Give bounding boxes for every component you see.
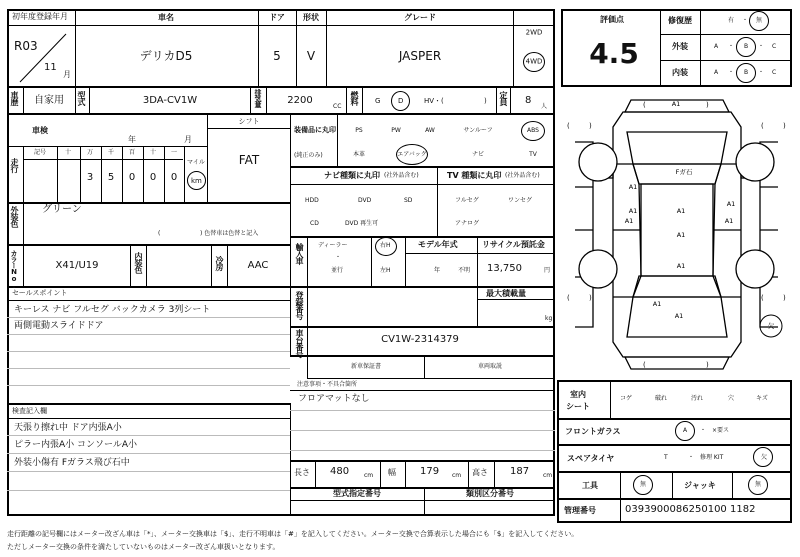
svg-text:(: ( [567,122,570,130]
inspect-notes-line3: 外装小傷有 Fガラス飛び石中 [14,458,130,468]
mileage-digit-3: 0 [128,172,136,183]
mileage-kigo: 記号 [33,149,47,156]
caution-value: フロアマットなし [298,394,370,404]
tools-label: 工具 [582,481,598,490]
equipment-sunroof: サンルーフ [463,127,493,134]
fuel-label: 燃料 [350,91,359,105]
import-label: 輸入車 [295,243,304,264]
spare-t: T [664,454,668,461]
diagram-mark-10: A1 [652,300,662,308]
svg-text:): ) [589,122,592,130]
interior-b: B [744,69,749,76]
exterior-c: C [772,43,777,50]
import-parallel: 並行 [331,267,344,274]
cc-unit: CC [333,103,342,110]
recycle-value: 13,750 [487,263,522,274]
ac-label: 冷房 [215,256,224,270]
grade-label: グレード [404,13,436,22]
equipment-tv: TV [529,151,537,158]
mileage-digit-4: 0 [149,172,157,183]
repair-label: 修復歴 [668,16,692,25]
interior-sheet-item-2: 汚れ [691,395,704,402]
import-dealer: ディーラー [318,242,348,249]
displacement-label: 排気量 [254,89,262,107]
inspect-notes-line1: 天張り擦れ中 ドア内張A小 [14,423,122,433]
model-label: 型式 [77,91,86,105]
inspection-month: 月 [184,135,192,144]
fuel-d-circle [391,91,410,111]
diagram-mark-7: A1 [724,217,734,225]
capacity-label: 定員 [499,91,508,105]
diagram-mark-9: A1 [674,312,684,320]
mgmt-value: 0393900086250100 1182 [625,504,756,515]
windshield-replace: ×要ス [712,427,730,434]
svg-text:): ) [783,294,786,302]
score-label: 評価点 [600,15,624,24]
chassis-value: CV1W-2314379 [381,334,459,345]
exterior-b: B [744,43,749,50]
sales-points-line1: キーレス ナビ フルセグ バックカメラ 3列シート [14,305,211,315]
warranty: 新車保証書 [350,363,382,370]
height-value: 187 [510,466,530,477]
width-value: 179 [420,466,440,477]
interior-sheet-label-2: シート [566,402,590,411]
reg-number-label: 登録番号 [295,291,304,319]
repair-yes: 有 [728,17,735,24]
interior-sheet-label-1: 室内 [570,390,586,399]
mileage-unit-0: 十 [64,149,72,156]
svg-text:(: ( [761,294,764,302]
equipment-airbag: エアバック [397,151,427,158]
svg-text:(: ( [643,101,646,109]
recycle-yen: 円 [544,267,551,274]
mileage-digit-2: 5 [107,172,115,183]
exterior-label: 外装 [672,42,688,51]
tv-label: TV 種類に丸印 [447,171,502,180]
shape-label: 形状 [303,13,319,22]
windshield-dot: ・ [700,427,707,434]
model-year-label: モデル年式 [418,240,458,249]
door-label: ドア [269,13,285,22]
import-right-h-circle [375,237,397,256]
usage-label: 車歴 [10,91,19,105]
sales-points-label: セールスポイント [12,289,68,297]
car-damage-diagram [561,92,792,377]
navi-label: ナビ種類に丸印 [324,171,380,180]
length-label: 長さ [294,468,310,477]
navi-dvd-playable: DVD 再生可 [345,220,379,227]
navi-cd: CD [310,220,319,227]
height-cm: cm [543,472,553,479]
usage: 自家用 [34,95,64,106]
svg-text:): ) [706,361,709,369]
equipment-pw: PW [391,127,401,134]
inspect-notes-line2: ピラー内張A小 コンソールA小 [14,440,137,450]
import-left-h: 左H [380,267,391,274]
equipment-leather: 本革 [352,151,366,158]
diagram-mark-1: A1 [628,183,638,191]
import-right-h: 右H [380,242,391,249]
displacement: 2200 [287,95,313,106]
fuel-g: G [375,97,381,105]
diagram-mark-2: A1 [628,207,638,215]
interior-dot2: ・ [758,69,765,76]
windshield-a-circle [675,421,695,441]
color-value: グリーン [42,204,82,215]
color-note: ) 色替車は色替と記入 [200,230,259,237]
first-reg-label: 初年度登録年月 [12,12,68,21]
mileage-digit-1: 3 [86,172,94,183]
diagram-mark-8: A1 [676,262,686,270]
drive-4wd: 4WD [525,57,543,66]
exterior-a: A [714,43,719,50]
first-reg-month: 11 [44,62,57,73]
shape: V [306,49,316,63]
interior-label: 内装 [672,68,688,77]
repair-dot: ・ [742,17,749,24]
model: 3DA-CV1W [142,95,198,106]
exterior-dot1: ・ [728,43,735,50]
month-unit: 月 [63,70,71,79]
interior-c: C [772,69,777,76]
diagram-mark-3: A1 [676,207,686,215]
height-label: 高さ [472,468,488,477]
mileage-unit-1: 万 [86,149,94,156]
caution-label: 注意事項・不具合箇所 [297,381,358,388]
svg-text:(: ( [643,361,646,369]
interior-b-circle [736,63,756,83]
windshield-a: A [683,427,688,434]
drive-4wd-circle [523,52,545,72]
repair-no-circle [749,11,769,31]
tv-analog: アナログ [455,220,480,227]
navi-sub: (社外品含む) [384,172,419,179]
jack-value: 無 [755,481,762,488]
score-value: 4.5 [589,37,639,70]
navi-sd: SD [404,197,413,204]
inspect-notes-label: 検査記入欄 [12,407,47,415]
interior-sheet-item-3: 穴 [728,395,735,402]
color-no-label: カラーNo. [10,250,18,289]
equipment-airbag-circle [396,144,428,165]
color-no-value: X41/U19 [55,260,99,271]
width-cm: cm [452,472,462,479]
color-note-open: ( [158,230,161,237]
spare-missing: 欠 [761,454,768,461]
footer-line1: 走行距離の記号欄にはメーター改ざん車は「*」、メーター交換車は「$」、走行不明車は「#」を記入してください。メーター交換で合算表示した場合にも「$」を記入してください。 [7,530,579,538]
tools-value-circle [633,475,653,495]
interior-dot1: ・ [728,69,735,76]
fuel-hv: HV・( [424,97,444,105]
mileage-mile: マイル [187,159,205,166]
interior-a: A [714,69,719,76]
interior-sheet-label [565,391,605,399]
mileage-unit-3: 百 [128,149,136,156]
interior-sheet-item-1: 破れ [655,395,668,402]
width-label: 幅 [388,468,396,477]
person-unit: 人 [541,103,548,110]
mileage-unit-2: 千 [107,149,115,156]
mgmt-label: 管理番号 [564,506,596,515]
max-load-kg: kg [545,315,553,322]
spare-label: スペアタイヤ [567,454,615,463]
navi-hdd: HDD [305,197,319,204]
tv-sub: (社外品含む) [505,172,540,179]
ac-value: AAC [247,260,269,271]
jack-label: ジャッキ [684,481,716,490]
max-load-label: 最大積載量 [486,289,526,298]
equipment-sublabel: (純正のみ) [294,152,323,159]
navi-dvd: DVD [358,197,372,204]
svg-text:(: ( [761,122,764,130]
interior-sheet-item-0: コゲ [620,395,633,402]
equipment-abs-circle [521,121,545,141]
tv-oneseg: ワンセグ [508,197,533,204]
mileage-unit-5: 一 [170,149,178,156]
chassis-label: 車台番号 [295,329,304,357]
repair-no: 無 [756,17,763,24]
model-year-year: 年 [434,267,441,274]
mileage-km-circle [187,171,206,190]
equipment-ps: PS [355,127,363,134]
sales-points-line2: 両側電動スライドドア [14,321,104,331]
inspection-label: 車検 [32,126,48,135]
jack-value-circle [748,475,768,495]
diagram-mark-12: 欠 [767,322,775,330]
diagram-mark-6: A1 [624,217,634,225]
mileage-label: 走行 [10,158,19,172]
svg-text:): ) [706,101,709,109]
windshield-label: フロントガラス [565,427,621,436]
import-dot: ・ [335,254,342,261]
color-label: 外装色 [10,206,19,227]
recycle-label: リサイクル預託金 [482,240,545,249]
interior-sheet-item-4: キズ [756,395,768,402]
fuel-close: ) [484,97,487,105]
svg-text:): ) [589,294,592,302]
diagram-mark-0: A1 [671,100,681,108]
spare-missing-circle [753,447,773,467]
diagram-mark-5: A1 [676,231,686,239]
footer-line2: ただしメーター交換の条件を満たしていないものはメーター改ざん車扱いとなります。 [7,543,280,551]
equipment-abs: ABS [527,127,539,134]
shift-label: シフト [238,117,260,126]
tv-fullseg: フルセグ [455,197,479,204]
interior-color-label: 内装色 [134,252,143,273]
diagram-mark-11: Fガ石 [675,168,693,176]
model-year-unknown: 不明 [458,267,471,274]
equipment-navi: ナビ [471,151,485,158]
car-name-label: 車名 [158,13,174,22]
spare-dot: ・ [688,454,695,461]
type-designation-label: 型式指定番号 [333,489,381,498]
car-name: デリカD5 [139,49,193,63]
shift: FAT [238,153,260,167]
svg-text:(: ( [567,294,570,302]
capacity: 8 [525,95,532,106]
exterior-dot2: ・ [758,43,765,50]
exterior-b-circle [736,37,756,57]
mileage-digit-5: 0 [170,172,178,183]
equipment-aw: AW [425,127,435,134]
category-label: 類別区分番号 [466,489,514,498]
mileage-unit-4: 十 [149,149,157,156]
mileage-km: km [191,177,202,185]
svg-text:): ) [783,122,786,130]
grade: JASPER [398,49,442,63]
spare-kit: 修理 KIT [700,454,724,461]
length-value: 480 [330,466,350,477]
first-reg-era-year: R03 [14,39,38,53]
length-cm: cm [364,472,374,479]
drive-2wd: 2WD [525,28,543,37]
tools-value: 無 [640,481,647,488]
fuel-d: D [398,97,404,105]
equipment-label: 装備品に丸印 [294,126,336,134]
diagram-mark-4: A1 [726,200,736,208]
inspection-year: 年 [128,135,136,144]
manual: 車両取説 [477,363,503,370]
doors: 5 [273,49,281,63]
